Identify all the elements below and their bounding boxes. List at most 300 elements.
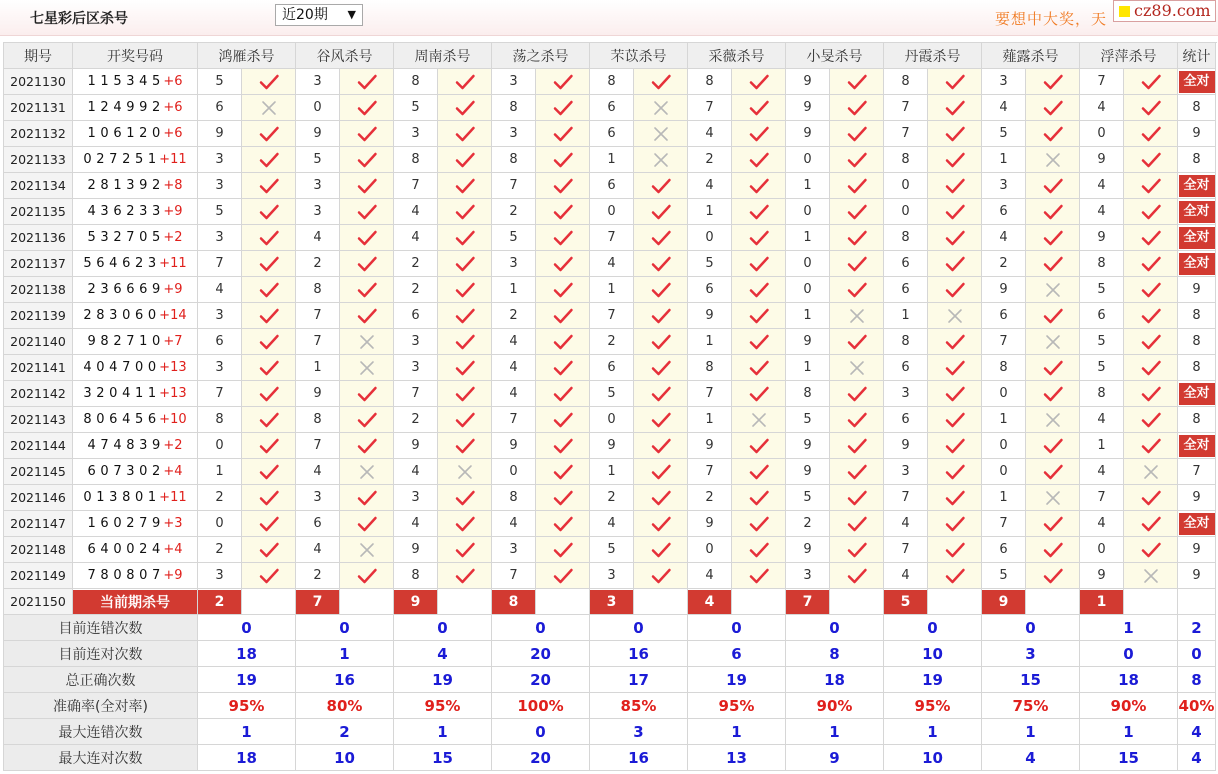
check-icon xyxy=(650,333,672,351)
result-mark xyxy=(438,381,492,407)
draw-numbers xyxy=(73,459,198,485)
kill-number: 7 xyxy=(394,381,438,407)
check-icon xyxy=(944,99,966,117)
check-icon xyxy=(258,177,280,195)
result-mark xyxy=(340,381,394,407)
check-icon xyxy=(1042,99,1064,117)
cross-icon xyxy=(359,334,375,350)
kill-number: 8 xyxy=(786,381,830,407)
kill-number: 7 xyxy=(982,329,1026,355)
promo-link[interactable]: 要想中大奖，天 xyxy=(995,10,1108,28)
check-icon xyxy=(748,255,770,273)
check-icon xyxy=(356,177,378,195)
summary-value: 16 xyxy=(296,667,394,693)
check-icon xyxy=(748,359,770,377)
current-kill-cell xyxy=(296,589,340,615)
stats-cell xyxy=(1178,459,1216,485)
kill-number: 2 xyxy=(394,277,438,303)
summary-value: 0 xyxy=(688,615,786,641)
result-mark xyxy=(536,329,590,355)
kill-number: 1 xyxy=(786,225,830,251)
check-icon xyxy=(748,99,770,117)
cross-icon xyxy=(1045,282,1061,298)
result-mark xyxy=(830,381,884,407)
check-icon xyxy=(258,489,280,507)
draw-back-number: +2 xyxy=(163,438,183,453)
check-icon xyxy=(454,281,476,299)
column-header-expert: 荡之杀号 xyxy=(492,43,590,69)
check-icon xyxy=(454,515,476,533)
check-icon xyxy=(650,281,672,299)
draw-numbers xyxy=(73,537,198,563)
draw-front-numbers: 4 0 4 7 0 0 xyxy=(83,360,157,375)
kill-number: 9 xyxy=(492,433,536,459)
summary-value: 95% xyxy=(884,693,982,719)
check-icon xyxy=(1140,99,1162,117)
issue-number: 2021148 xyxy=(4,537,73,563)
check-icon xyxy=(1140,411,1162,429)
summary-value: 1 xyxy=(296,641,394,667)
check-icon xyxy=(1042,437,1064,455)
kill-number: 9 xyxy=(1080,147,1124,173)
draw-front-numbers: 6 4 0 0 2 4 xyxy=(87,542,161,557)
issue-number: 2021136 xyxy=(4,225,73,251)
issue-number: 2021131 xyxy=(4,95,73,121)
check-icon xyxy=(454,177,476,195)
summary-value: 0 xyxy=(198,615,296,641)
result-mark xyxy=(634,225,688,251)
kill-number: 0 xyxy=(688,225,732,251)
stats-cell xyxy=(1178,537,1216,563)
check-icon xyxy=(846,567,868,585)
draw-back-number: +11 xyxy=(159,152,187,167)
result-mark xyxy=(536,381,590,407)
summary-value: 0 xyxy=(394,615,492,641)
result-mark xyxy=(830,277,884,303)
kill-number: 8 xyxy=(884,69,928,95)
result-mark xyxy=(634,459,688,485)
check-icon xyxy=(846,333,868,351)
kill-number: 9 xyxy=(786,95,830,121)
all-correct-badge: 全对 xyxy=(1179,227,1215,249)
kill-number: 7 xyxy=(198,381,242,407)
result-mark xyxy=(732,199,786,225)
kill-number: 5 xyxy=(590,381,634,407)
kill-number: 1 xyxy=(688,407,732,433)
kill-number: 9 xyxy=(198,121,242,147)
all-correct-badge: 全对 xyxy=(1179,383,1215,405)
result-mark xyxy=(340,199,394,225)
check-icon xyxy=(944,515,966,533)
kill-number: 3 xyxy=(198,355,242,381)
correct-count: 8 xyxy=(1192,334,1201,349)
result-mark xyxy=(1124,251,1178,277)
kill-number: 2 xyxy=(492,303,536,329)
stats-cell xyxy=(1178,433,1216,459)
check-icon xyxy=(748,203,770,221)
result-mark xyxy=(830,329,884,355)
result-mark xyxy=(928,199,982,225)
table-row xyxy=(4,459,1217,485)
issue-number: 2021141 xyxy=(4,355,73,381)
draw-front-numbers: 1 0 6 1 2 0 xyxy=(87,126,161,141)
draw-numbers xyxy=(73,173,198,199)
check-icon xyxy=(846,151,868,169)
summary-stat: 40% xyxy=(1178,693,1216,719)
result-mark xyxy=(634,303,688,329)
watermark-square-icon xyxy=(1119,6,1130,17)
kill-number: 9 xyxy=(786,329,830,355)
check-icon xyxy=(258,281,280,299)
result-mark xyxy=(536,251,590,277)
check-icon xyxy=(944,203,966,221)
result-mark xyxy=(242,225,296,251)
result-mark xyxy=(928,433,982,459)
result-mark xyxy=(634,173,688,199)
check-icon xyxy=(454,489,476,507)
check-icon xyxy=(356,489,378,507)
current-kill-number: 4 xyxy=(688,590,731,614)
kill-number: 1 xyxy=(492,277,536,303)
result-mark xyxy=(1026,69,1080,95)
result-mark xyxy=(438,511,492,537)
period-select-value: 近20期 xyxy=(282,7,328,23)
cross-icon xyxy=(653,100,669,116)
kill-number: 1 xyxy=(1080,433,1124,459)
result-mark xyxy=(1124,69,1178,95)
summary-value: 20 xyxy=(492,745,590,771)
result-mark xyxy=(340,329,394,355)
stats-cell xyxy=(1178,303,1216,329)
stats-cell xyxy=(1178,381,1216,407)
kill-number: 6 xyxy=(982,199,1026,225)
kill-number: 4 xyxy=(1080,511,1124,537)
cross-icon xyxy=(947,308,963,324)
cross-icon xyxy=(261,100,277,116)
result-mark xyxy=(634,199,688,225)
kill-number: 0 xyxy=(492,459,536,485)
kill-number: 3 xyxy=(394,355,438,381)
summary-value: 95% xyxy=(688,693,786,719)
result-mark xyxy=(340,407,394,433)
kill-number-table xyxy=(3,42,1217,771)
kill-number: 8 xyxy=(884,225,928,251)
column-header-expert: 浮萍杀号 xyxy=(1080,43,1178,69)
kill-number: 5 xyxy=(198,199,242,225)
result-mark xyxy=(732,303,786,329)
summary-value: 0 xyxy=(786,615,884,641)
kill-number: 7 xyxy=(884,537,928,563)
result-mark xyxy=(1026,173,1080,199)
result-mark xyxy=(732,173,786,199)
draw-numbers xyxy=(73,355,198,381)
check-icon xyxy=(650,359,672,377)
period-select[interactable] xyxy=(275,4,363,26)
draw-numbers xyxy=(73,485,198,511)
result-mark xyxy=(242,381,296,407)
result-mark xyxy=(1026,563,1080,589)
check-icon xyxy=(944,541,966,559)
check-icon xyxy=(1042,229,1064,247)
result-mark xyxy=(830,121,884,147)
kill-number: 1 xyxy=(198,459,242,485)
result-mark xyxy=(732,433,786,459)
kill-number: 4 xyxy=(1080,199,1124,225)
cross-icon xyxy=(457,464,473,480)
stats-cell xyxy=(1178,329,1216,355)
draw-back-number: +9 xyxy=(163,204,183,219)
check-icon xyxy=(846,411,868,429)
draw-numbers xyxy=(73,277,198,303)
kill-number: 3 xyxy=(492,537,536,563)
correct-count: 7 xyxy=(1192,464,1201,479)
table-row xyxy=(4,95,1217,121)
check-icon xyxy=(552,99,574,117)
result-mark xyxy=(1026,199,1080,225)
kill-number: 7 xyxy=(1080,485,1124,511)
kill-number: 1 xyxy=(296,355,340,381)
result-mark xyxy=(928,69,982,95)
draw-numbers xyxy=(73,95,198,121)
kill-number: 3 xyxy=(394,121,438,147)
kill-number: 4 xyxy=(492,381,536,407)
kill-number: 3 xyxy=(492,69,536,95)
result-mark xyxy=(830,173,884,199)
check-icon xyxy=(748,281,770,299)
site-watermark xyxy=(1113,0,1216,22)
kill-number: 6 xyxy=(590,121,634,147)
empty-mark-cell xyxy=(1124,589,1178,615)
check-icon xyxy=(846,515,868,533)
result-mark xyxy=(536,147,590,173)
table-row xyxy=(4,329,1217,355)
result-mark xyxy=(438,173,492,199)
summary-value: 20 xyxy=(492,667,590,693)
result-mark xyxy=(438,433,492,459)
column-header-expert: 周南杀号 xyxy=(394,43,492,69)
result-mark xyxy=(634,69,688,95)
draw-numbers xyxy=(73,121,198,147)
result-mark xyxy=(1026,277,1080,303)
kill-number: 4 xyxy=(1080,95,1124,121)
column-header-expert: 芣苡杀号 xyxy=(590,43,688,69)
kill-number: 7 xyxy=(982,511,1026,537)
result-mark xyxy=(1026,147,1080,173)
result-mark xyxy=(536,225,590,251)
result-mark xyxy=(928,563,982,589)
result-mark xyxy=(1124,225,1178,251)
result-mark xyxy=(928,329,982,355)
result-mark xyxy=(634,121,688,147)
kill-number: 4 xyxy=(296,459,340,485)
result-mark xyxy=(830,433,884,459)
result-mark xyxy=(1124,433,1178,459)
result-mark xyxy=(340,485,394,511)
cross-icon xyxy=(653,152,669,168)
kill-number: 7 xyxy=(296,303,340,329)
issue-number: 2021133 xyxy=(4,147,73,173)
result-mark xyxy=(1026,329,1080,355)
kill-number: 0 xyxy=(296,95,340,121)
kill-number: 4 xyxy=(884,563,928,589)
kill-number: 4 xyxy=(982,95,1026,121)
kill-number: 0 xyxy=(982,433,1026,459)
kill-number: 9 xyxy=(1080,563,1124,589)
draw-front-numbers: 2 3 6 6 6 9 xyxy=(87,282,161,297)
draw-back-number: +6 xyxy=(163,100,183,115)
column-header-expert: 谷风杀号 xyxy=(296,43,394,69)
check-icon xyxy=(552,281,574,299)
draw-front-numbers: 5 6 4 6 2 3 xyxy=(83,256,157,271)
check-icon xyxy=(1042,307,1064,325)
all-correct-badge: 全对 xyxy=(1179,253,1215,275)
issue-number: 2021132 xyxy=(4,121,73,147)
kill-number: 4 xyxy=(492,329,536,355)
header-row xyxy=(4,43,1217,69)
result-mark xyxy=(1124,95,1178,121)
issue-number: 2021146 xyxy=(4,485,73,511)
kill-number: 4 xyxy=(296,225,340,251)
kill-number: 2 xyxy=(296,563,340,589)
kill-number: 8 xyxy=(1080,381,1124,407)
kill-number: 6 xyxy=(982,537,1026,563)
check-icon xyxy=(748,125,770,143)
check-icon xyxy=(454,73,476,91)
summary-value: 15 xyxy=(394,745,492,771)
draw-numbers xyxy=(73,251,198,277)
current-kill-cell xyxy=(884,589,928,615)
kill-number: 4 xyxy=(1080,173,1124,199)
summary-value: 0 xyxy=(296,615,394,641)
summary-stat: 2 xyxy=(1178,615,1216,641)
check-icon xyxy=(1140,515,1162,533)
kill-number: 4 xyxy=(198,277,242,303)
column-header-draw: 开奖号码 xyxy=(73,43,198,69)
result-mark xyxy=(340,121,394,147)
kill-number: 3 xyxy=(296,199,340,225)
kill-number: 0 xyxy=(198,433,242,459)
check-icon xyxy=(356,385,378,403)
check-icon xyxy=(454,411,476,429)
summary-label: 总正确次数 xyxy=(4,667,198,693)
summary-label: 目前连错次数 xyxy=(4,615,198,641)
result-mark xyxy=(732,277,786,303)
check-icon xyxy=(552,541,574,559)
check-icon xyxy=(650,385,672,403)
result-mark xyxy=(1124,485,1178,511)
kill-number: 0 xyxy=(884,199,928,225)
check-icon xyxy=(650,411,672,429)
issue-number: 2021137 xyxy=(4,251,73,277)
result-mark xyxy=(1124,381,1178,407)
draw-back-number: +2 xyxy=(163,230,183,245)
result-mark xyxy=(340,173,394,199)
kill-number: 9 xyxy=(296,121,340,147)
current-kill-cell xyxy=(394,589,438,615)
kill-number: 5 xyxy=(394,95,438,121)
kill-number: 9 xyxy=(1080,225,1124,251)
result-mark xyxy=(732,121,786,147)
cross-icon xyxy=(653,126,669,142)
summary-value: 0 xyxy=(884,615,982,641)
check-icon xyxy=(552,437,574,455)
draw-front-numbers: 9 8 2 7 1 0 xyxy=(87,334,161,349)
kill-number: 8 xyxy=(1080,251,1124,277)
correct-count: 9 xyxy=(1192,282,1201,297)
summary-value: 15 xyxy=(982,667,1080,693)
kill-number: 7 xyxy=(492,407,536,433)
result-mark xyxy=(634,277,688,303)
kill-number: 7 xyxy=(688,95,732,121)
check-icon xyxy=(356,99,378,117)
kill-number: 4 xyxy=(394,459,438,485)
current-label-cell xyxy=(73,589,198,615)
check-icon xyxy=(846,255,868,273)
table-row xyxy=(4,303,1217,329)
check-icon xyxy=(1042,463,1064,481)
check-icon xyxy=(650,489,672,507)
kill-number: 4 xyxy=(492,511,536,537)
draw-numbers xyxy=(73,407,198,433)
all-correct-badge: 全对 xyxy=(1179,175,1215,197)
check-icon xyxy=(356,125,378,143)
summary-value: 19 xyxy=(884,667,982,693)
summary-value: 6 xyxy=(688,641,786,667)
cross-icon xyxy=(849,308,865,324)
summary-value: 1 xyxy=(786,719,884,745)
kill-number: 3 xyxy=(198,303,242,329)
result-mark xyxy=(242,147,296,173)
result-mark xyxy=(1124,537,1178,563)
kill-number: 3 xyxy=(492,251,536,277)
stats-cell xyxy=(1178,407,1216,433)
current-period-row xyxy=(4,589,1217,615)
issue-number: 2021145 xyxy=(4,459,73,485)
draw-back-number: +14 xyxy=(159,308,187,323)
draw-numbers xyxy=(73,329,198,355)
summary-value: 9 xyxy=(786,745,884,771)
table-row xyxy=(4,225,1217,251)
check-icon xyxy=(1042,567,1064,585)
result-mark xyxy=(1026,225,1080,251)
summary-value: 1 xyxy=(1080,719,1178,745)
kill-number: 9 xyxy=(394,433,438,459)
draw-back-number: +3 xyxy=(163,516,183,531)
stats-cell xyxy=(1178,225,1216,251)
kill-number: 9 xyxy=(982,277,1026,303)
check-icon xyxy=(748,229,770,247)
check-icon xyxy=(1140,489,1162,507)
table-row xyxy=(4,147,1217,173)
result-mark xyxy=(928,537,982,563)
check-icon xyxy=(258,541,280,559)
all-correct-badge: 全对 xyxy=(1179,201,1215,223)
result-mark xyxy=(1026,121,1080,147)
check-icon xyxy=(944,151,966,169)
kill-number: 3 xyxy=(296,485,340,511)
kill-number: 4 xyxy=(688,563,732,589)
kill-number: 9 xyxy=(688,433,732,459)
summary-label: 最大连对次数 xyxy=(4,745,198,771)
summary-value: 19 xyxy=(394,667,492,693)
kill-number: 1 xyxy=(688,329,732,355)
kill-number: 1 xyxy=(688,199,732,225)
result-mark xyxy=(340,303,394,329)
result-mark xyxy=(732,251,786,277)
check-icon xyxy=(454,125,476,143)
result-mark xyxy=(242,433,296,459)
result-mark xyxy=(340,251,394,277)
